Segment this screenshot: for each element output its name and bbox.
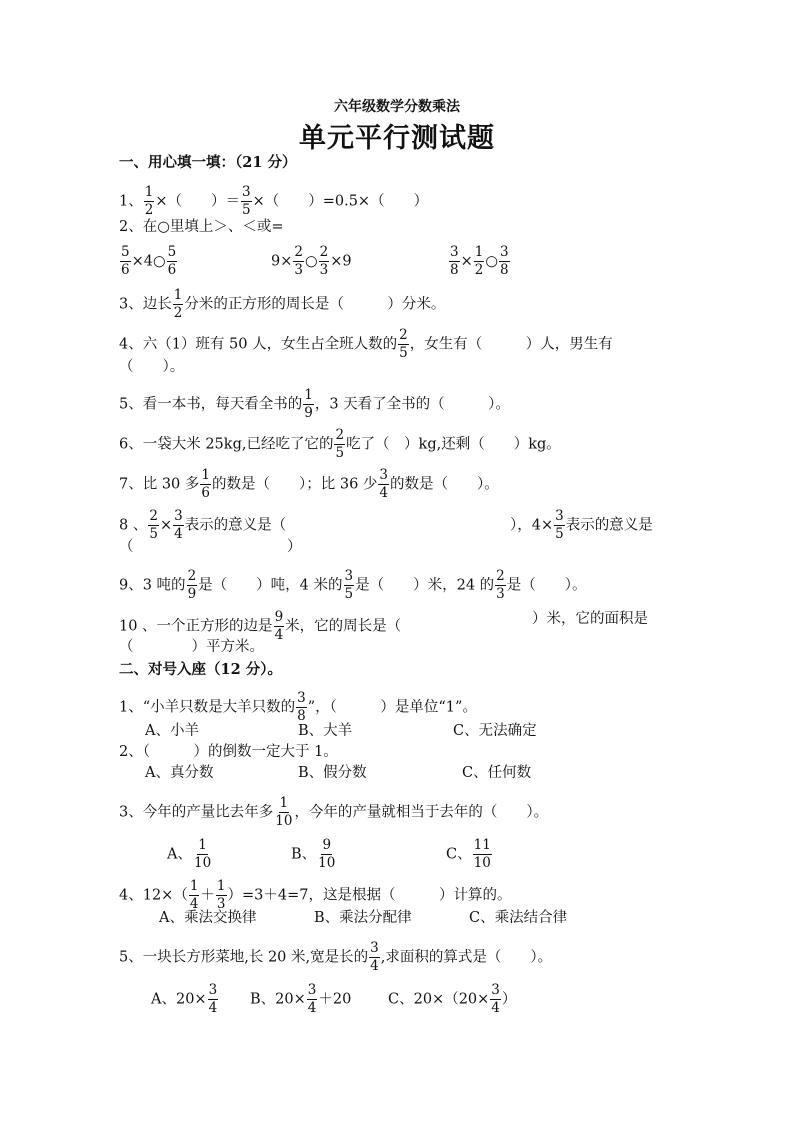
- option-b: B、乘法分配律: [314, 910, 412, 926]
- option-b: B、假分数: [298, 765, 367, 781]
- option-c: C、无法确定: [453, 723, 537, 739]
- question-1-8-cont-open: （: [119, 539, 134, 555]
- fraction: $\frac{3}{5}$: [241, 184, 251, 218]
- question-2-3: 3、今年的产量比去年多 $\frac{1}{10}$ ，今年的产量就相当于去年的（ ）。: [119, 795, 549, 829]
- question-1-2: 2、在○里填上＞、＜或=: [119, 219, 284, 235]
- question-1-5: 5、看一本书，每天看全书的 $\frac{1}{9}$ ，3 天看了全书的（ ）。: [119, 387, 510, 421]
- question-1-8: 8 、 $\frac{2}{5}$ × $\frac{3}{4}$ 表示的意义是（: [119, 508, 287, 542]
- question-1-1: 1、 $\frac{1}{2}$ ×（ ）＝ $\frac{3}{5}$ ×（ ）=0.5×（ ）: [119, 184, 429, 218]
- question-1-10-right: ）米，它的面积是: [532, 611, 648, 627]
- option-a: A、 $\frac{1}{10}$: [167, 837, 212, 871]
- option-c: C、 $\frac{11}{10}$: [446, 837, 491, 871]
- comparison-1: $\frac{5}{6}$ ×4○ $\frac{5}{6}$: [121, 244, 177, 278]
- question-1-10: 10 、一个正方形的边是 $\frac{9}{4}$ 米，它的周长是（: [119, 609, 402, 643]
- worksheet-title: 单元平行测试题: [299, 123, 495, 154]
- option-c: C、20×（20× $\frac{3}{4}$ ）: [388, 982, 517, 1016]
- question-2-1: 1、“小羊只数是大羊只数的 $\frac{3}{8}$ ”，（ ）是单位“1”。: [119, 690, 477, 724]
- worksheet-subtitle: 六年级数学分数乘法: [334, 99, 460, 115]
- option-c: C、任何数: [462, 765, 532, 781]
- option-b: B、20× $\frac{3}{4}$ ＋20: [250, 982, 352, 1016]
- question-1-4-cont: （ ）。: [119, 359, 185, 375]
- comparison-3: $\frac{3}{8}$ × $\frac{1}{2}$ ○ $\frac{3}{8}$: [450, 244, 509, 278]
- question-1-8-cont-close: ）: [287, 539, 302, 555]
- section-1-heading: 一、用心填一填：（21 分）: [119, 154, 297, 171]
- question-1-6: 6、一袋大米 25kg,已经吃了它的 $\frac{2}{5}$ 吃了（ ）kg,还剩（ ）kg。: [119, 427, 561, 461]
- question-1-9: 9、3 吨的 $\frac{2}{9}$ 是（ ）吨，4 米的 $\frac{3}{5}$ 是（ ）米，24 的 $\frac{2}{3}$ 是（ ）。: [119, 568, 587, 602]
- option-b: B、 $\frac{9}{10}$: [291, 837, 336, 871]
- comparison-2: 9× $\frac{2}{3}$ ○ $\frac{2}{3}$ ×9: [271, 244, 352, 278]
- question-1-3: 3、边长 $\frac{1}{2}$ 分米的正方形的周长是（ ）分米。: [119, 287, 446, 321]
- option-c: C、乘法结合律: [469, 910, 568, 926]
- question-2-5: 5、一块长方形菜地,长 20 米,宽是长的 $\frac{3}{4}$ ,求面积的算式是（ ）。: [119, 940, 553, 974]
- question-2-2: 2、（ ）的倒数一定大于 1。: [119, 744, 338, 760]
- question-1-8-right: ），4× $\frac{3}{5}$ 表示的意义是: [510, 508, 653, 542]
- option-a: A、小羊: [145, 723, 199, 739]
- section-2-heading: 二、对号入座（12 分）。: [119, 661, 282, 678]
- option-a: A、乘法交换律: [159, 910, 257, 926]
- question-2-4: 4、12×（ $\frac{1}{4}$ ＋ $\frac{1}{3}$ ）=3＋4=7，这是根据（ ）计算的。: [119, 878, 512, 912]
- question-1-10-cont: （ ）平方米。: [119, 639, 264, 655]
- option-b: B、大羊: [298, 723, 353, 739]
- question-1-4: 4、六（1）班有 50 人，女生占全班人数的 $\frac{2}{5}$ ，女生有（ ）人，男生有: [119, 327, 613, 361]
- option-a: A、20× $\frac{3}{4}$: [151, 982, 218, 1016]
- option-a: A、真分数: [145, 765, 214, 781]
- fraction: $\frac{1}{2}$: [144, 184, 154, 218]
- question-1-7: 7、比 30 多 $\frac{1}{6}$ 的数是（ ）；比 36 少 $\frac{3}{4}$ 的数是（ ）。: [119, 467, 499, 501]
